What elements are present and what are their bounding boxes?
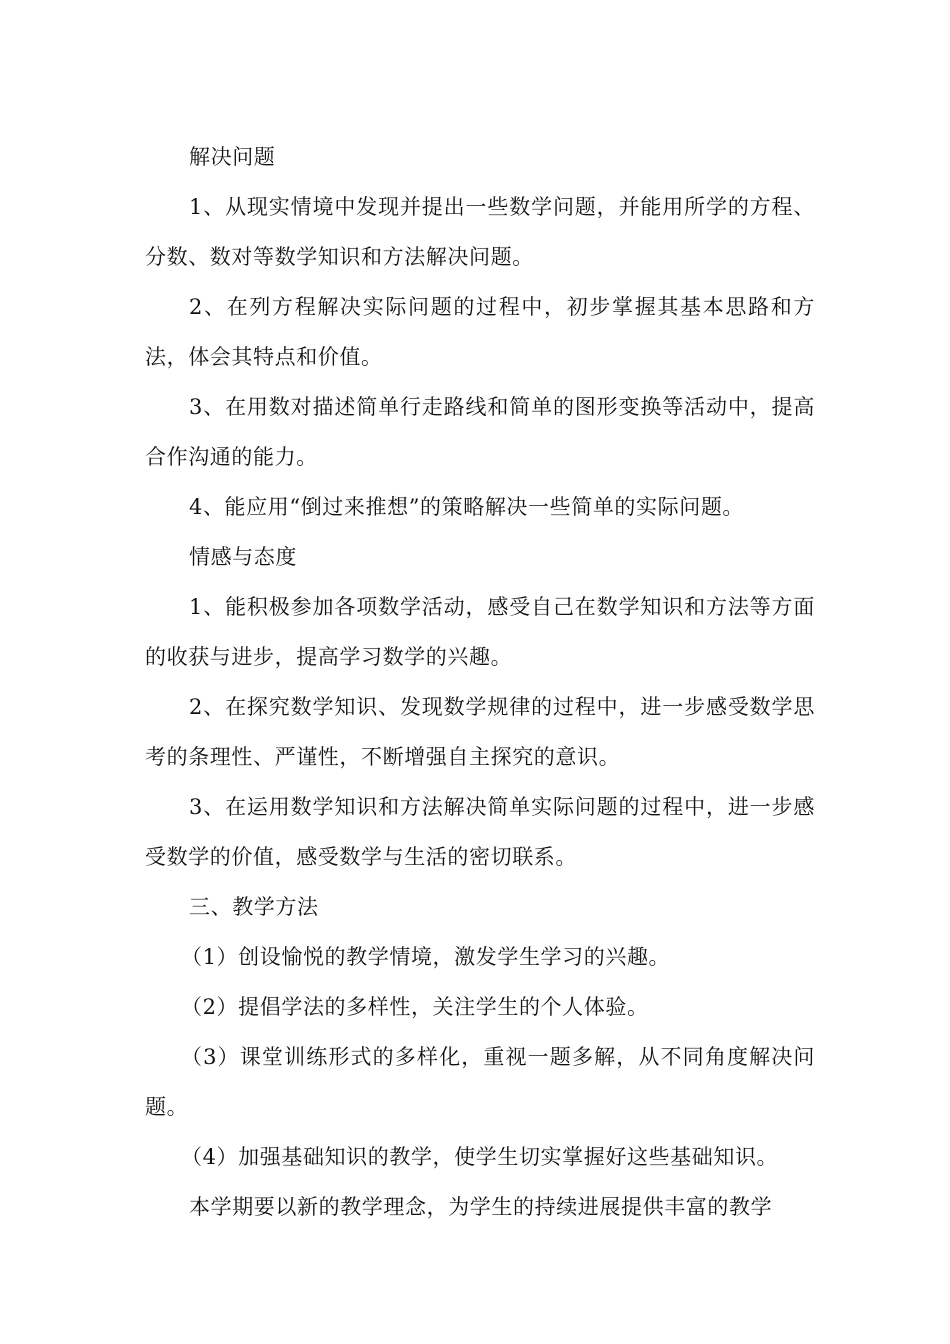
paragraph-emotion-attitude-2: 2、在探究数学知识、发现数学规律的过程中，进一步感受数学思考的条理性、严谨性，不断增强自主探究的意识。 [145,695,815,769]
document-body [145,132,815,1232]
paragraph-semester-goal: 本学期要以新的教学理念，为学生的持续进展提供丰富的教学 [189,1195,773,1219]
section-heading-teaching-methods: 三、教学方法 [189,895,319,919]
section-heading-emotion-attitude: 情感与态度 [189,545,297,569]
paragraph-teaching-method-3: （3）课堂训练形式的多样化，重视一题多解，从不同角度解决问题。 [145,1045,815,1119]
paragraph-problem-solving-4: 4、能应用“倒过来推想”的策略解决一些简单的实际问题。 [189,495,745,519]
paragraph-emotion-attitude-3: 3、在运用数学知识和方法解决简单实际问题的过程中，进一步感受数学的价值，感受数学与生活的密切联系。 [145,795,815,869]
paragraph-emotion-attitude-1: 1、能积极参加各项数学活动，感受自己在数学知识和方法等方面的收获与进步，提高学习数学的兴趣。 [145,595,815,669]
paragraph-problem-solving-2: 2、在列方程解决实际问题的过程中，初步掌握其基本思路和方法，体会其特点和价值。 [145,295,815,369]
paragraph-teaching-method-2: （2）提倡学法的多样性，关注学生的个人体验。 [181,995,649,1019]
paragraph-teaching-method-4: （4）加强基础知识的教学，使学生切实掌握好这些基础知识。 [181,1145,779,1169]
paragraph-problem-solving-1: 1、从现实情境中发现并提出一些数学问题，并能用所学的方程、分数、数对等数学知识和方法解决问题。 [145,195,815,269]
paragraph-teaching-method-1: （1）创设愉悦的教学情境，激发学生学习的兴趣。 [181,945,671,969]
section-heading-problem-solving: 解决问题 [189,145,276,169]
paragraph-problem-solving-3: 3、在用数对描述简单行走路线和简单的图形变换等活动中，提高合作沟通的能力。 [145,395,815,469]
